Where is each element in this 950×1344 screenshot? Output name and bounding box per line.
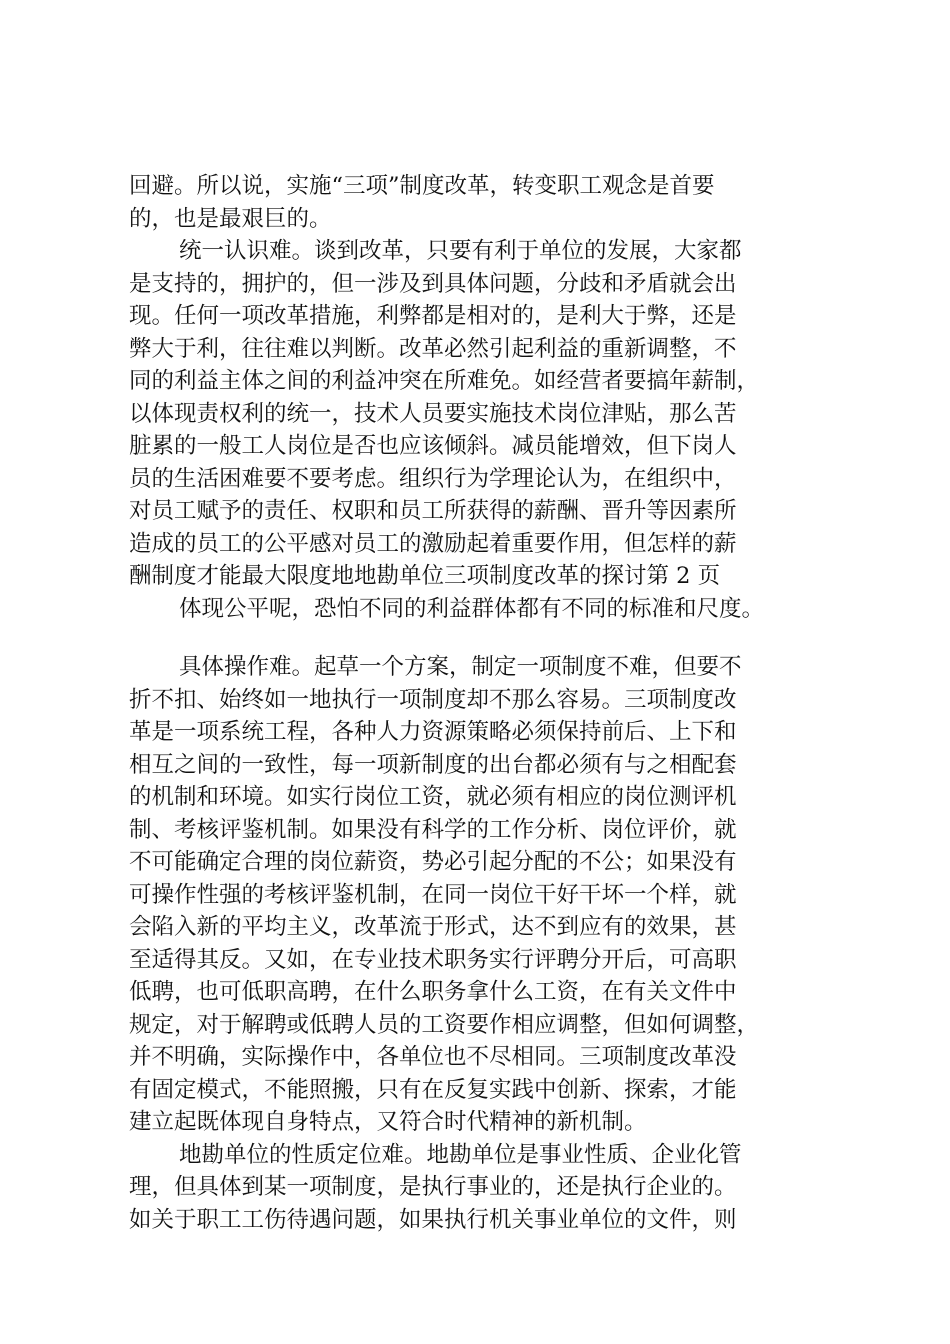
body-text xyxy=(129,170,829,1236)
text-line: 规定，对于解聘或低聘人员的工资要作相应调整，但如何调整， xyxy=(129,1011,760,1038)
text-line: 如关于职工工伤待遇问题，如果执行机关事业单位的文件，则 xyxy=(129,1206,737,1233)
text-line: 对员工赋予的责任、权职和员工所获得的薪酬、晋升等因素所 xyxy=(129,498,737,524)
text-line: 弊大于利，往往难以判断。改革必然引起利益的重新调整，不 xyxy=(129,335,737,362)
text-line: 至适得其反。又如，在专业技术职务实行评聘分开后，可高职 xyxy=(129,946,737,973)
paragraph-start-line: 体现公平呢，恐怕不同的利益群体都有不同的标准和尺度。 xyxy=(179,595,765,622)
text-line: 的机制和环境。如实行岗位工资，就必须有相应的岗位测评机 xyxy=(129,784,737,810)
text-line: 理，但具体到某一项制度，是执行事业的，还是执行企业的。 xyxy=(129,1174,737,1200)
text-line: 不可能确定合理的岗位薪资，势必引起分配的不公；如果没有 xyxy=(129,849,737,875)
text-line: 同的利益主体之间的利益冲突在所难免。如经营者要搞年薪制， xyxy=(129,368,760,394)
text-line: 有固定模式，不能照搬，只有在反复实践中创新、探索，才能 xyxy=(129,1076,737,1103)
text-line: 革是一项系统工程，各种人力资源策略必须保持前后、上下和 xyxy=(129,719,737,745)
text-line: 建立起既体现自身特点，又符合时代精神的新机制。 xyxy=(129,1109,647,1135)
text-line: 制、考核评鉴机制。如果没有科学的工作分析、岗位评价，就 xyxy=(129,816,737,843)
text-line: 并不明确，实际操作中，各单位也不尽相同。三项制度改革没 xyxy=(129,1044,737,1070)
text-line: 脏累的一般工人岗位是否也应该倾斜。减员能增效，但下岗人 xyxy=(129,433,737,459)
paragraph-start-line: 具体操作难。起草一个方案，制定一项制度不难，但要不 xyxy=(179,654,742,680)
text-line: 现。任何一项改革措施，利弊都是相对的，是利大于弊，还是 xyxy=(129,303,737,329)
text-line: 以体现责权利的统一，技术人员要实施技术岗位津贴，那么苦 xyxy=(129,400,737,427)
text-line: 是支持的，拥护的，但一涉及到具体问题，分歧和矛盾就会出 xyxy=(129,270,737,297)
text-line: 相互之间的一致性，每一项新制度的出台都必须有与之相配套 xyxy=(129,751,737,778)
text-line: 的，也是最艰巨的。 xyxy=(129,205,332,232)
text-line: 造成的员工的公平感对员工的激励起着重要作用，但怎样的薪 xyxy=(129,530,737,557)
text-line-with-page-number: 酬制度才能最大限度地地勘单位三项制度改革的探讨第 2 页 xyxy=(129,563,721,589)
text-line: 员的生活困难要不要考虑。组织行为学理论认为，在组织中， xyxy=(129,465,737,492)
text-line: 可操作性强的考核评鉴机制，在同一岗位干好干坏一个样，就 xyxy=(129,881,737,908)
paragraph-start-line: 统一认识难。谈到改革，只要有利于单位的发展，大家都 xyxy=(179,238,742,264)
paragraph-gap xyxy=(129,625,829,651)
text-line: 低聘，也可低职高聘，在什么职务拿什么工资，在有关文件中 xyxy=(129,979,737,1005)
text-line: 回避。所以说，实施“三项”制度改革，转变职工观念是首要 xyxy=(129,173,715,199)
text-line: 会陷入新的平均主义，改革流于形式，达不到应有的效果，甚 xyxy=(129,914,737,940)
paragraph-start-line: 地勘单位的性质定位难。地勘单位是事业性质、企业化管 xyxy=(179,1141,742,1168)
text-line: 折不扣、始终如一地执行一项制度却不那么容易。三项制度改 xyxy=(129,686,737,713)
